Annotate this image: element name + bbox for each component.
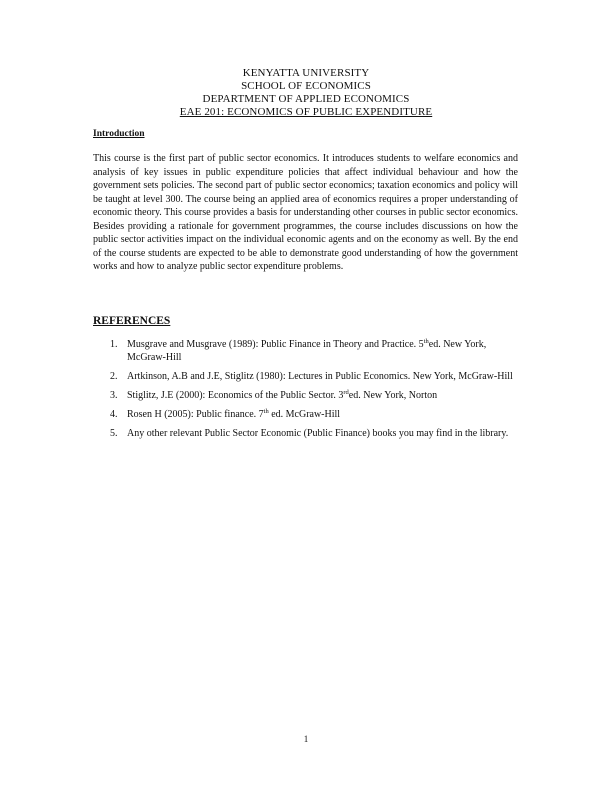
course-title: EAE 201: ECONOMICS OF PUBLIC EXPENDITURE (179, 106, 433, 118)
university-name: KENYATTA UNIVERSITY (242, 67, 370, 79)
reference-number: 1. (110, 339, 118, 350)
reference-text-cont: ed. New York, Norton (348, 390, 438, 401)
reference-number: 2. (110, 371, 118, 382)
reference-number: 3. (110, 390, 118, 401)
reference-text-cont: ed. McGraw-Hill (268, 409, 341, 420)
reference-text: Artkinson, A.B and J.E, Stiglitz (1980): Lectures in Public Economics. New York, McGraw-Hill (127, 371, 513, 382)
reference-text: Any other relevant Public Sector Economic (Public Finance) books you may find in the library. (127, 428, 509, 439)
reference-superscript: rd (343, 389, 349, 396)
document-header (0, 67, 612, 119)
reference-text-cont: ed. New York, McGraw-Hill (127, 339, 487, 363)
reference-superscript: th (423, 338, 429, 345)
reference-text: Musgrave and Musgrave (1989): Public Finance in Theory and Practice. 5 (127, 339, 424, 350)
reference-item (110, 408, 520, 421)
reference-item (110, 338, 520, 364)
reference-text: Stiglitz, J.E (2000): Economics of the Public Sector. 3 (127, 390, 344, 401)
reference-item (110, 389, 520, 402)
references-heading: REFERENCES (93, 315, 171, 327)
reference-item (110, 427, 520, 440)
introduction-heading: Introduction (93, 129, 145, 139)
reference-superscript: th (263, 408, 269, 415)
department-name: DEPARTMENT OF APPLIED ECONOMICS (202, 93, 410, 105)
reference-number: 4. (110, 409, 118, 420)
reference-item (110, 370, 520, 383)
reference-text: Rosen H (2005): Public finance. 7 (127, 409, 264, 420)
introduction-paragraph: This course is the first part of public sector economics. It introduces students to welfare economics and analysis of key issues in public expenditure policies that affect individual behaviour and how the government sets policies. The second part of public sector economics; taxation economics and policy will be taught at level 300. The course being an applied area of economics requires a proper understanding of economic theory. This course provides a basis for understanding other courses in public sector economics. Besides providing a rationale for government programmes, the course includes discussions on how the public sector activities impact on the individual economic agents and on the economy as well. By the end of the course students are expected to be able to demonstrate good understanding of how the government works and how to analyze public sector expenditure problems. (93, 153, 518, 272)
reference-number: 5. (110, 428, 118, 439)
school-name: SCHOOL OF ECONOMICS (241, 80, 371, 92)
references-list (110, 338, 520, 446)
page-number: 1 (303, 734, 309, 744)
